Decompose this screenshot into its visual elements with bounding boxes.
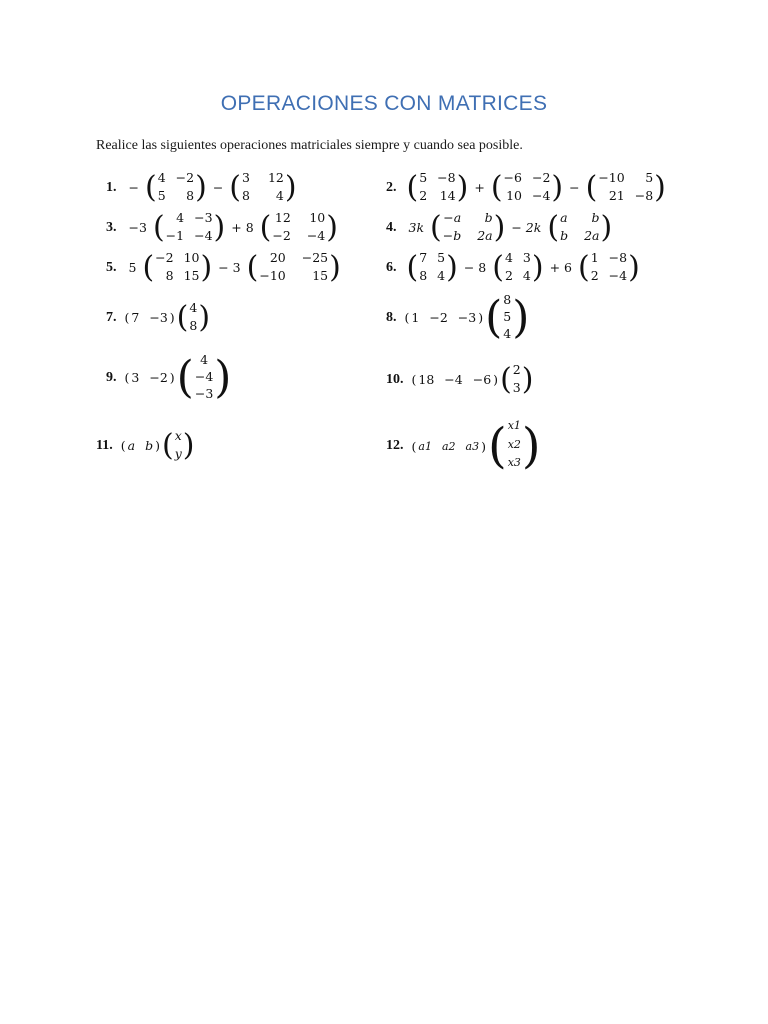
problem-number: 1.	[106, 179, 117, 195]
column-vector: ( 2 3 )	[500, 362, 534, 397]
row-vector: ( a1 a2 a3 )	[411, 438, 486, 454]
problem-12	[386, 418, 543, 474]
page-title: OPERACIONES CON MATRICES	[220, 92, 548, 115]
matrix: ( 3 12 8 4 )	[229, 170, 297, 205]
row-vector: ( 1 −2 −3 )	[404, 310, 484, 325]
matrix: ( −a b −b 2a )	[430, 210, 506, 245]
operator: + 6	[549, 260, 572, 275]
problem-number: 4.	[386, 219, 397, 235]
instruction-text: Realice las siguientes operaciones matriciales siempre y cuando sea posible.	[96, 138, 523, 153]
problem-11	[96, 428, 196, 463]
problem-4	[386, 210, 614, 245]
operator: +	[474, 180, 485, 195]
row-vector: ( 18 −4 −6 )	[411, 372, 499, 387]
problem-6	[386, 250, 642, 285]
operator: −	[212, 180, 224, 195]
column-vector: ( 4 −4 −3 )	[176, 352, 232, 403]
problem-10	[386, 362, 535, 397]
matrix: ( −10 5 21 −8 )	[585, 170, 666, 205]
row-vector: ( 7 −3 )	[124, 310, 175, 325]
scalar: −3	[128, 220, 147, 235]
problem-number: 12.	[386, 438, 404, 453]
column-vector: ( 4 8 )	[176, 300, 211, 335]
column-vector: ( x1 x2 x3 )	[487, 418, 541, 474]
problem-3	[106, 210, 340, 245]
matrix: ( 4 −2 5 8 )	[144, 170, 207, 205]
matrix: ( 20 −25 −10 15 )	[246, 250, 341, 285]
problem-2	[386, 170, 668, 205]
problem-1	[106, 170, 299, 205]
matrix: ( 4 −3 −1 −4 )	[152, 210, 226, 245]
matrix: ( −6 −2 10 −4 )	[490, 170, 564, 205]
scalar: 3k	[408, 220, 425, 235]
operator: − 3	[218, 260, 241, 275]
matrix: ( 5 −8 2 14 )	[406, 170, 469, 205]
problem-number: 11.	[96, 437, 113, 453]
scalar: 5	[128, 260, 137, 275]
problem-5	[106, 250, 343, 285]
operator: − 2k	[511, 220, 542, 235]
matrix: ( 12 10 −2 −4 )	[259, 210, 338, 245]
matrix: ( a b b 2a )	[547, 210, 613, 245]
problem-number: 9.	[106, 369, 117, 385]
problem-number: 8.	[386, 309, 397, 325]
row-vector: ( a b )	[120, 438, 160, 453]
problem-number: 3.	[106, 219, 117, 235]
operator: −	[569, 180, 580, 195]
matrix: ( −2 10 8 15 )	[142, 250, 213, 285]
problem-9	[106, 352, 233, 403]
operator: − 8	[463, 260, 487, 275]
matrix: ( 7 5 8 4 )	[406, 250, 458, 285]
problem-number: 10.	[386, 371, 404, 387]
row-vector: ( 3 −2 )	[124, 370, 175, 385]
matrix: ( 4 3 2 4 )	[492, 250, 544, 285]
problem-7	[106, 300, 212, 335]
problem-8	[386, 292, 531, 343]
column-vector: ( x y )	[161, 428, 195, 463]
scalar: −	[128, 180, 139, 195]
problem-number: 5.	[106, 259, 117, 275]
problem-number: 7.	[106, 309, 117, 325]
problem-number: 6.	[386, 259, 397, 275]
column-vector: ( 8 5 4 )	[485, 292, 530, 343]
operator: + 8	[231, 220, 254, 235]
worksheet-image	[86, 128, 666, 476]
problem-number: 2.	[386, 179, 397, 195]
matrix: ( 1 −8 2 −4 )	[578, 250, 640, 285]
